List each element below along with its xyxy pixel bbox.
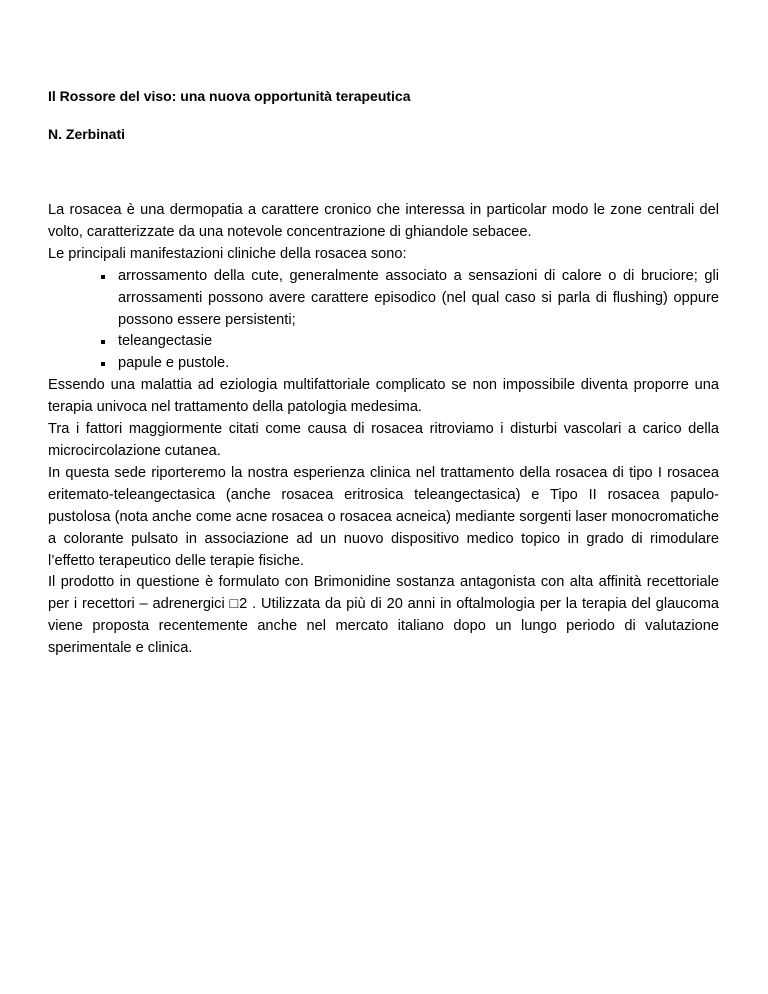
list-item-text: teleangectasie bbox=[118, 333, 213, 350]
document-title: Il Rossore del viso: una nuova opportunità terapeutica bbox=[48, 88, 411, 104]
bullet-square-icon bbox=[101, 340, 105, 344]
list-item-text: papule e pustole. bbox=[118, 355, 230, 372]
manifestations-list bbox=[48, 266, 719, 376]
paragraph-list-intro: Le principali manifestazioni cliniche della rosacea sono: bbox=[48, 245, 407, 262]
list-item-text: arrossamento della cute, generalmente associato a sensazioni di calore o di bruciore; gli arrossamenti possono avere carattere episodico (nel qual caso si parla di flushing) oppure possono essere persistenti; bbox=[118, 267, 719, 328]
list-item bbox=[48, 353, 719, 375]
paragraph-experience: In questa sede riporteremo la nostra esperienza clinica nel trattamento della rosacea di tipo I rosacea eritemato-teleangectasica (anche rosacea eritrosica teleangectasica) e Tipo II rosacea papulo-pustolosa (nota anche come acne rosacea o rosacea acneica) mediante sorgenti laser monocromatiche a colorante pulsato in associazione ad un nuovo dispositivo medico topico in grado di rimodulare l’effetto terapeutico delle terapie fisiche. bbox=[48, 464, 719, 569]
bullet-square-icon bbox=[101, 362, 105, 366]
list-item bbox=[48, 331, 719, 353]
list-item bbox=[48, 266, 719, 332]
document-author: N. Zerbinati bbox=[48, 126, 126, 142]
paragraph-factors: Tra i fattori maggiormente citati come causa di rosacea ritroviamo i disturbi vascolari a carico della microcircolazione cutanea. bbox=[48, 421, 719, 459]
paragraph-etiology: Essendo una malattia ad eziologia multifattoriale complicato se non impossibile diventa proporre una terapia univoca nel trattamento della patologia medesima. bbox=[48, 377, 719, 416]
paragraph-product: Il prodotto in questione è formulato con Brimonidine sostanza antagonista con alta affinità recettoriale per i recettori – adrenergici □2 . Utilizzata da più di 20 anni in oftalmologia per la terapia del glaucoma viene proposta recentemente anche nel mercato italiano dopo un lungo periodo di valutazione sperimentale e clinica. bbox=[48, 574, 719, 657]
document-body bbox=[48, 200, 719, 660]
paragraph-intro: La rosacea è una dermopatia a carattere cronico che interessa in particolar modo le zone centrali del volto, caratterizzate da una notevole concentrazione di ghiandole sebacee. bbox=[48, 202, 719, 240]
bullet-square-icon bbox=[101, 275, 105, 279]
